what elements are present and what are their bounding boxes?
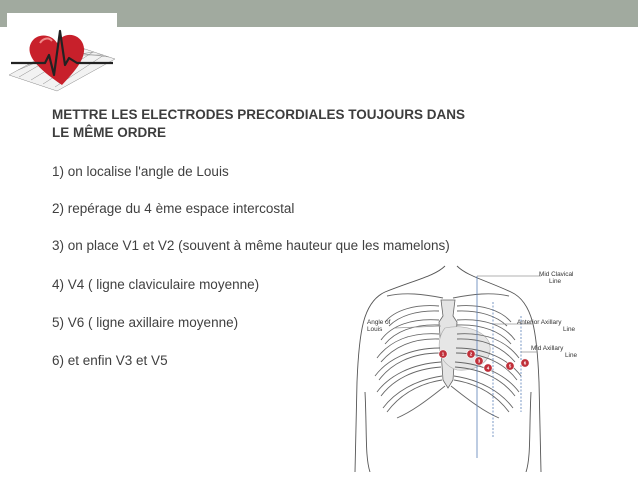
label-angle-of: Angle of (367, 319, 391, 326)
electrode-v1 (439, 350, 447, 358)
thorax-diagram-icon (345, 262, 590, 472)
label-mid-axillary: Mid Axillary (531, 345, 564, 352)
svg-text:2: 2 (469, 351, 473, 357)
step-4: 4) V4 ( ligne claviculaire moyenne) (52, 277, 260, 292)
electrode-v2 (467, 350, 475, 358)
svg-text:1: 1 (441, 351, 445, 357)
step-5: 5) V6 ( ligne axillaire moyenne) (52, 315, 239, 330)
step-3: 3) on place V1 et V2 (souvent à même hauteur que les mamelons) (52, 238, 450, 253)
svg-text:3: 3 (477, 358, 481, 364)
svg-text:6: 6 (523, 360, 527, 366)
label-mid-clavical-line: Line (549, 278, 562, 285)
heart-ecg-logo-icon (7, 13, 117, 94)
electrode-v6 (521, 359, 529, 367)
electrode-v3 (475, 357, 483, 365)
label-louis: Louis (367, 326, 383, 333)
label-anterior-axillary: Anterior Axillary (517, 319, 562, 326)
label-mid-clavical: Mid Clavical (539, 271, 574, 278)
svg-text:5: 5 (508, 363, 512, 369)
title-line-2: LE MÊME ORDRE (52, 125, 167, 140)
label-anterior-axillary-line: Line (563, 326, 576, 333)
svg-text:4: 4 (486, 365, 490, 371)
title-line-1: METTRE LES ELECTRODES PRECORDIALES TOUJOURS DANS (52, 107, 466, 122)
label-mid-axillary-line: Line (565, 352, 578, 359)
step-6: 6) et enfin V3 et V5 (52, 353, 168, 368)
step-2: 2) repérage du 4 ème espace intercostal (52, 201, 295, 216)
slide-title (52, 106, 572, 142)
electrode-v5 (506, 362, 514, 370)
step-1: 1) on localise l'angle de Louis (52, 164, 229, 179)
electrode-v4 (484, 364, 492, 372)
